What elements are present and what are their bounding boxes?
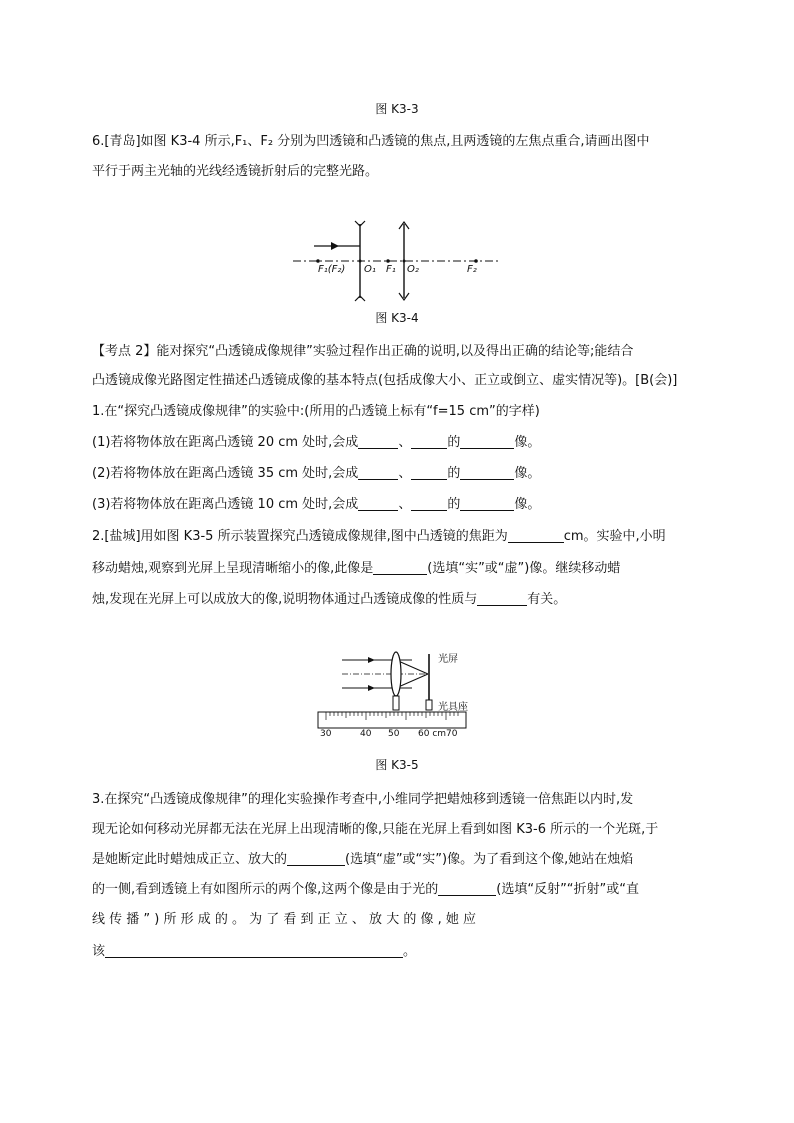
tick-label: 50 [388,729,400,739]
q1-intro: 1.在“探究凸透镜成像规律”的实验中:(所用的凸透镜上标有“f=15 cm”的字样) [92,404,540,419]
label-f1: F₁ [386,264,396,275]
q2-text: (选填“实”或“虚”)像。继续移动蜡 [427,561,621,576]
figure-k3-3-caption: 图 K3-3 [375,102,419,116]
optical-bench [318,712,466,728]
q3-line-3 [92,846,704,874]
q1-item-text: (2)若将物体放在距离凸透镜 35 cm 处时,会成 [92,466,359,481]
q1-item-mid: 的 [447,497,461,512]
tick-label: 30 [320,729,332,739]
q1-item-sep: 、 [398,435,412,450]
q6-line-1: 6.[青岛]如图 K3-4 所示,F₁、F₂ 分别为凹透镜和凸透镜的焦点,且两透镜的左焦点重合,请画出图中 [92,134,650,149]
q1-item-mid: 的 [447,466,461,481]
q1-item-end: 像。 [514,435,541,450]
q3-text: 该 [92,944,106,959]
q3-line-4 [92,876,704,904]
q3-text: 的一侧,看到透镜上有如图所示的两个像,这两个像是由于光的 [92,882,439,897]
label-o1: O₁ [364,264,376,275]
figure-k3-4-caption: 图 K3-4 [375,311,419,325]
answer-blank[interactable] [105,943,403,958]
label-o2: O₂ [407,264,419,275]
screen-label: 光屏 [438,654,458,665]
kaodian2-line-2: 凸透镜成像光路图定性描述凸透镜成像的基本特点(包括成像大小、正立或倒立、虚实情况等)。[B(会)] [92,373,678,388]
convex-lens [391,652,401,696]
q2-text: cm。实验中,小明 [563,529,666,544]
q3-line-2: 现无论如何移动光屏都无法在光屏上出现清晰的像,只能在光屏上看到如图 K3-6 所示的一个光斑,于 [92,822,659,837]
answer-blank[interactable] [287,851,345,866]
q1-item-end: 像。 [514,497,541,512]
q3-line-5: 线 传 播 ” ) 所 形 成 的 。 为 了 看 到 正 立 、 放 大 的 像 , 她 应 [92,912,476,927]
bench-label: 光具座 [438,702,468,713]
tick-label: 40 [360,729,372,739]
q2-text: 移动蜡烛,观察到光屏上呈现清晰缩小的像,此像是 [92,561,374,576]
q3-text: 是她断定此时蜡烛成正立、放大的 [92,852,288,867]
q1-item-text: (3)若将物体放在距离凸透镜 10 cm 处时,会成 [92,497,359,512]
figure-k3-5-caption: 图 K3-5 [375,758,419,772]
answer-blank[interactable] [438,881,496,896]
q3-line-6 [92,938,704,966]
q1-item-sep: 、 [398,497,412,512]
q2-text: 有关。 [527,592,567,607]
kaodian2-line-1: 【考点 2】能对探究“凸透镜成像规律”实验过程作出正确的说明,以及得出正确的结论等;能结合 [92,344,634,359]
q2-text: 烛,发现在光屏上可以成放大的像,说明物体通过凸透镜成像的性质与 [92,592,478,607]
ray-arrow [368,685,375,691]
q3-line-1: 3.在探究“凸透镜成像规律”的理化实验操作考查中,小维同学把蜡烛移到透镜一倍焦距以内时,发 [92,792,634,807]
q3-text: (选填“反射”“折射”或“直 [496,882,640,897]
q1-item-text: (1)若将物体放在距离凸透镜 20 cm 处时,会成 [92,435,359,450]
ray-arrow [368,657,375,663]
label-f2: F₂ [467,264,477,275]
screen-holder [426,700,432,710]
q3-text: (选填“虚”或“实”)像。为了看到这个像,她站在烛焰 [345,852,634,867]
tick-label: 60 cm [418,729,447,739]
q3-text: 。 [403,944,417,959]
q2-text: 2.[盐城]用如图 K3-5 所示装置探究凸透镜成像规律,图中凸透镜的焦距为 [92,529,508,544]
q1-item-sep: 、 [398,466,412,481]
lens-holder [393,696,399,710]
q1-item-end: 像。 [514,466,541,481]
q6-line-2: 平行于两主光轴的光线经透镜折射后的完整光路。 [92,164,379,179]
q1-item-mid: 的 [447,435,461,450]
label-f1-f2: F₁(F₂) [318,264,346,275]
tick-label: 70 [446,729,458,739]
